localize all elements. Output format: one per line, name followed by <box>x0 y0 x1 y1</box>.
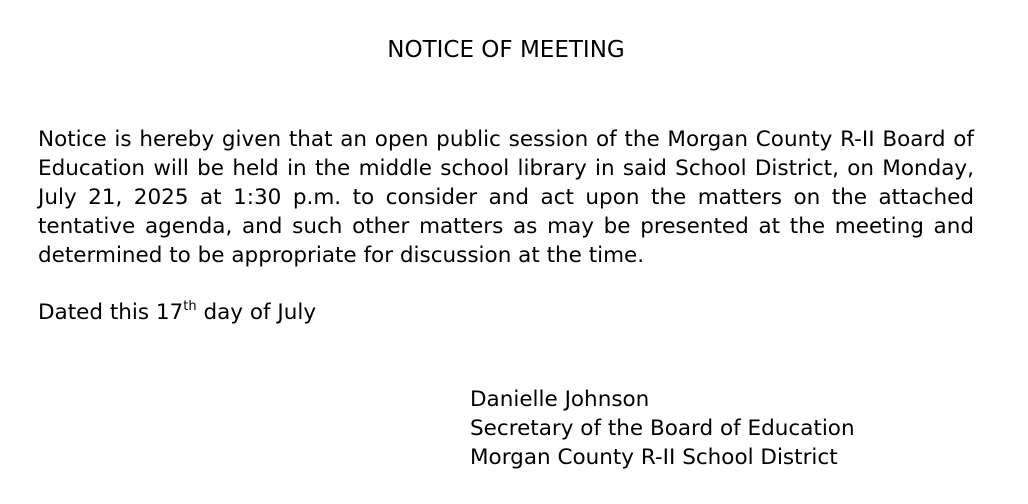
signatory-name: Danielle Johnson <box>470 387 650 412</box>
dated-suffix: day of July <box>196 300 317 325</box>
notice-body-paragraph: Notice is hereby given that an open public session of the Morgan County R-II Board of Education will be held in the middle school library in said School District, on Monday, July 21, 2025 at 1:30 p.m. to consider and act upon the matters on the attached tentative agenda, and such other matters as may be presented at the meeting and determined to be appropriate for discussion at the time. <box>38 127 974 268</box>
dated-prefix: Dated this 17 <box>38 300 184 325</box>
dated-line <box>38 297 316 329</box>
signature-block <box>470 385 855 472</box>
signatory-title: Secretary of the Board of Education <box>470 416 855 441</box>
dated-ordinal-suffix: th <box>183 299 197 314</box>
page-title: NOTICE OF MEETING <box>387 37 625 63</box>
signatory-organization: Morgan County R-II School District <box>470 445 838 470</box>
